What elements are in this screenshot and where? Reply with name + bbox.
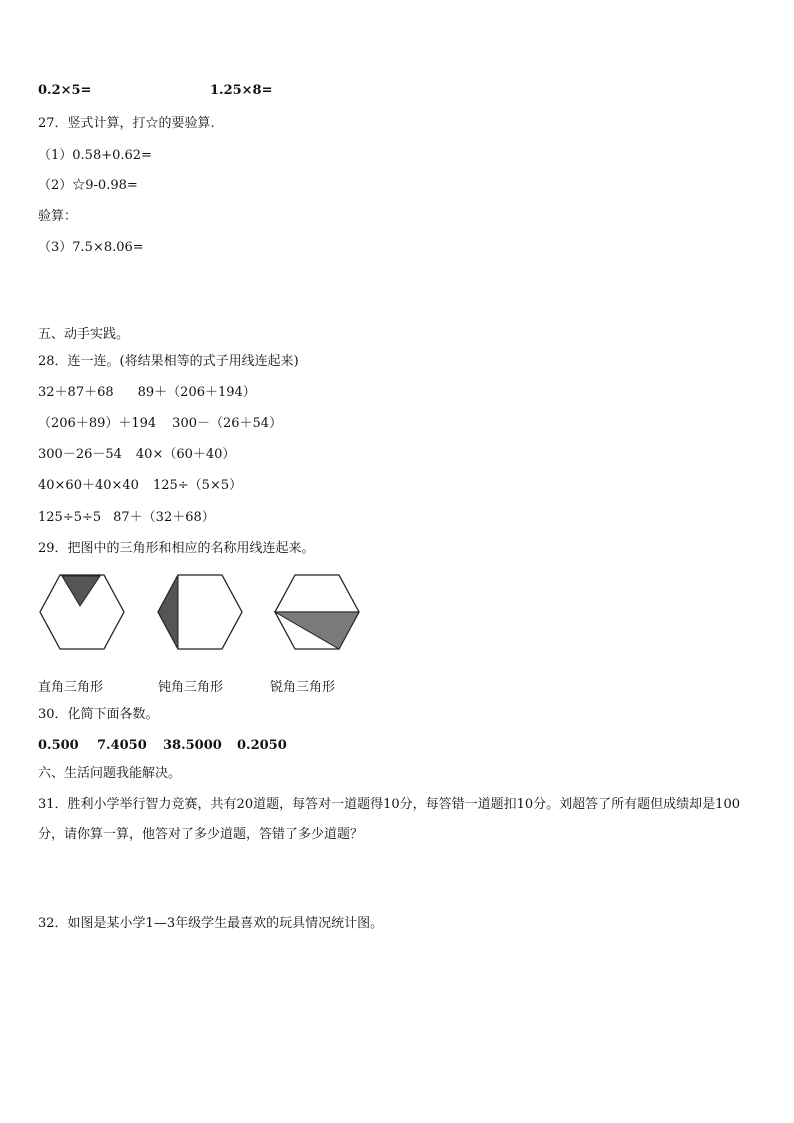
q27-item-3: （3）7.5×8.06= xyxy=(38,240,144,255)
q28-expr-left: 32＋87＋68 xyxy=(38,385,114,400)
q28-expr-left: 125÷5÷5 xyxy=(38,510,102,525)
section-5-title: 五、动手实践。 xyxy=(38,327,130,342)
q31-text: 31．胜利小学举行智力竞赛，共有20道题，每答对一道题得10分，每答错一道题扣10分。刘超答了所有题但成绩却是100分，请你算一算，他答对了多少道题，答错了多少道题？ xyxy=(38,797,740,842)
expr-1-25x8: 1.25×8= xyxy=(210,83,273,98)
q30-number: 7.4050 xyxy=(97,738,147,753)
q28-row xyxy=(38,510,215,526)
q28-title: 28．连一连。(将结果相等的式子用线连起来) xyxy=(38,354,299,369)
q28-expr-right: 87＋（32＋68） xyxy=(113,510,215,525)
q28-row xyxy=(38,416,282,432)
q28-expr-left: 40×60＋40×40 xyxy=(38,478,139,493)
shaded-triangle xyxy=(158,575,178,649)
q30-number: 0.2050 xyxy=(237,738,287,753)
label-acute-triangle: 锐角三角形 xyxy=(270,680,336,695)
q29-title: 29．把图中的三角形和相应的名称用线连起来。 xyxy=(38,541,315,556)
q28-expr-right: 300－（26＋54） xyxy=(172,416,283,431)
q28-row xyxy=(38,447,235,463)
expr-0-2x5: 0.2×5= xyxy=(38,83,92,98)
label-obtuse-triangle: 钝角三角形 xyxy=(158,680,224,695)
q28-row xyxy=(38,478,242,494)
q28-expr-left: 300－26－54 xyxy=(38,447,122,462)
q30-number: 38.5000 xyxy=(163,738,222,753)
section-6-title: 六、生活问题我能解决。 xyxy=(38,766,182,781)
hexagon-figure-3 xyxy=(273,572,361,652)
q28-expr-right: 89＋（206＋194） xyxy=(137,385,256,400)
label-right-triangle: 直角三角形 xyxy=(38,680,104,695)
q28-row xyxy=(38,385,256,401)
q27-item-1: （1）0.58+0.62= xyxy=(38,148,152,163)
hexagon-figure-2 xyxy=(156,572,244,652)
q28-expr-left: （206＋89）＋194 xyxy=(38,416,157,431)
q27-verify-label: 验算： xyxy=(38,209,78,224)
q28-expr-right: 125÷（5×5） xyxy=(152,478,243,493)
q30-number: 0.500 xyxy=(38,738,79,753)
q30-title: 30．化简下面各数。 xyxy=(38,707,159,722)
hexagon-figure-1 xyxy=(38,572,126,652)
q27-title: 27．竖式计算，打☆的要验算. xyxy=(38,116,215,131)
q27-item-2: （2）☆9-0.98= xyxy=(38,178,138,193)
q28-expr-right: 40×（60＋40） xyxy=(135,447,236,462)
q32-text: 32．如图是某小学1—3年级学生最喜欢的玩具情况统计图。 xyxy=(38,916,384,931)
